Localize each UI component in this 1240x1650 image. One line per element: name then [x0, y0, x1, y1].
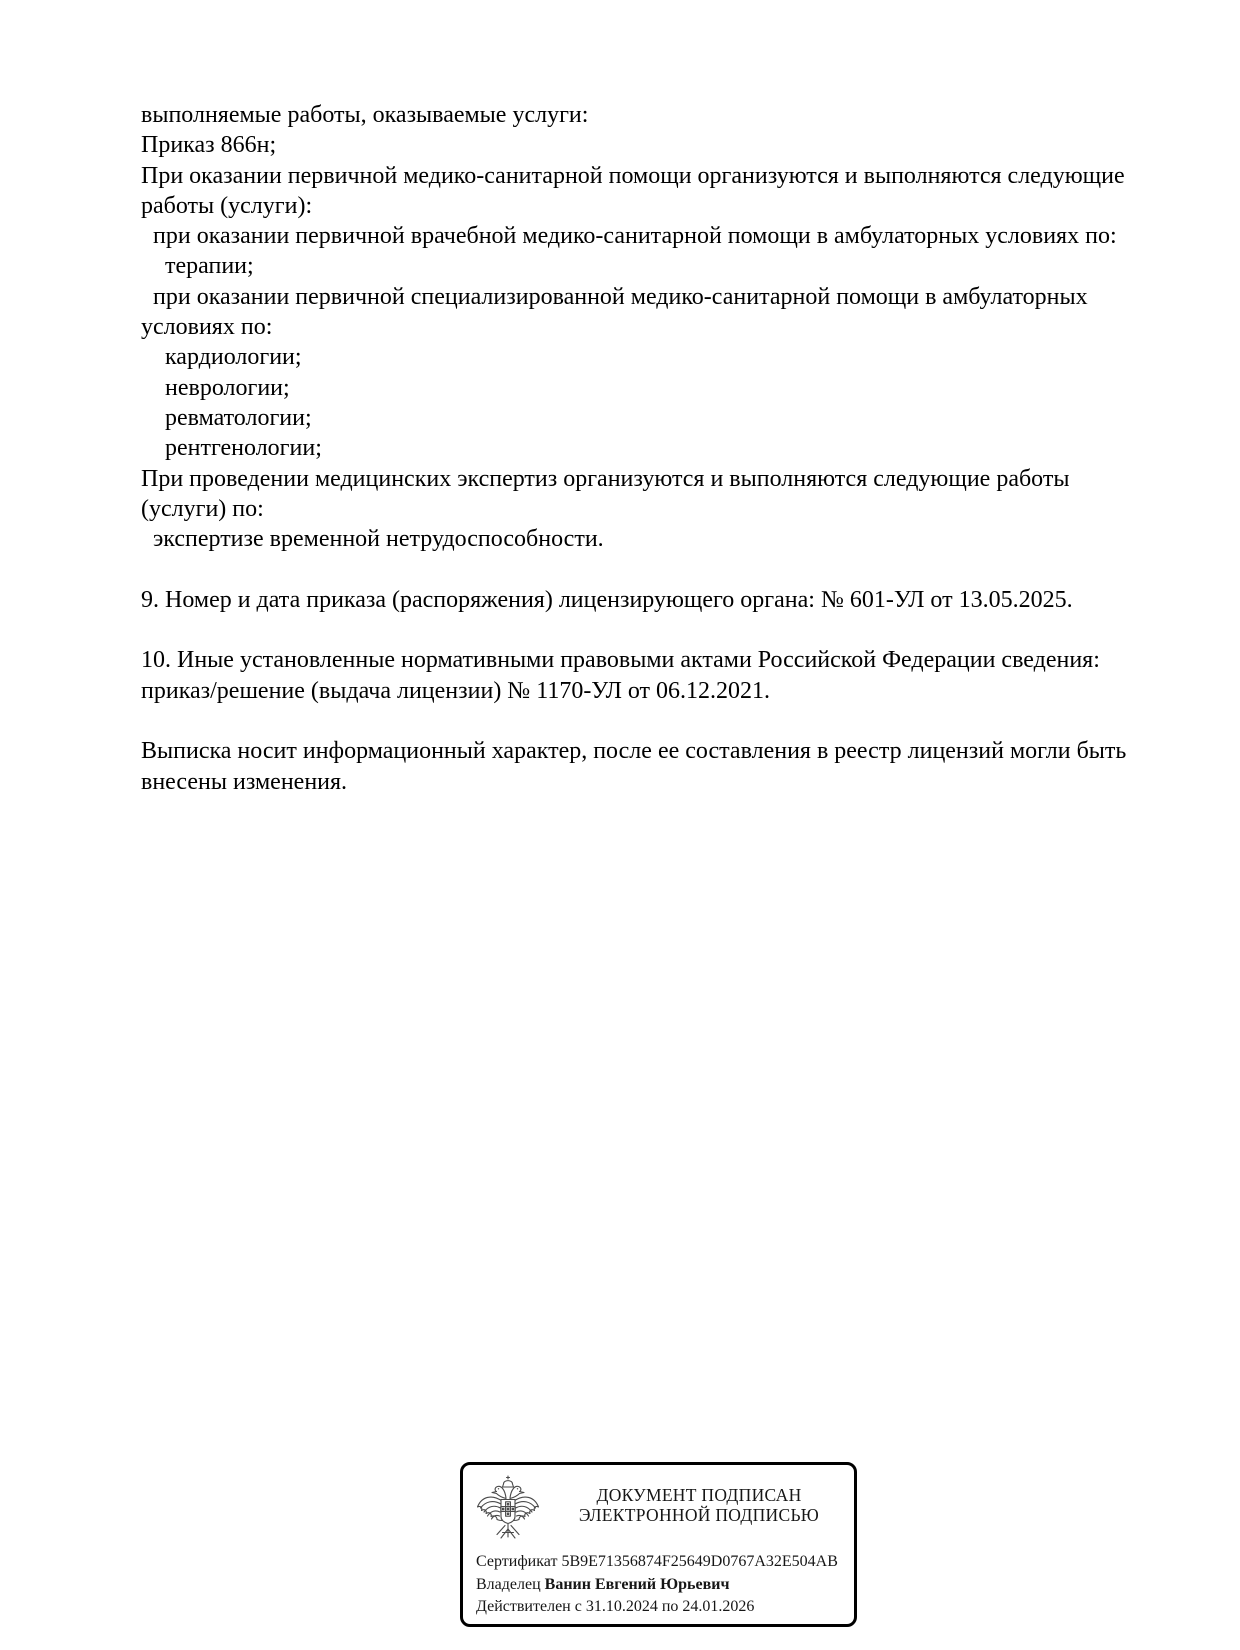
double-headed-eagle-emblem-icon — [476, 1474, 540, 1544]
document-text-line — [141, 554, 1126, 584]
document-text-line: 10. Иные установленные нормативными правовыми актами Российской Федерации сведения: — [141, 647, 1100, 674]
document-text-line — [141, 706, 1126, 736]
document-text-line: выполняемые работы, оказываемые услуги: — [141, 102, 589, 128]
document-text-line: (услуги) по: — [141, 495, 264, 522]
document-text-line: ревматологии; — [141, 404, 312, 431]
electronic-signature-stamp — [460, 1462, 857, 1627]
certificate-label: Сертификат — [476, 1553, 558, 1570]
document-text-line — [141, 615, 1126, 645]
document-text-line: неврологии; — [141, 374, 290, 401]
document-text-line: экспертизе временной нетрудоспособности. — [141, 526, 604, 553]
signature-title-line2: ЭЛЕКТРОННОЙ ПОДПИСЬЮ — [578, 1504, 820, 1525]
document-text-line: при оказании первичной специализированной медико-санитарной помощи в амбулаторных — [141, 283, 1088, 310]
signature-details — [463, 1545, 854, 1619]
validity-text: Действителен с 31.10.2024 по 24.01.2026 — [476, 1598, 755, 1615]
document-text-line: кардиологии; — [141, 344, 302, 371]
document-text-line: условиях по: — [141, 314, 273, 341]
owner-value: Ванин Евгений Юрьевич — [544, 1575, 730, 1593]
certificate-value: 5B9E71356874F25649D0767A32E504AB — [561, 1553, 838, 1570]
validity-row — [476, 1596, 844, 1619]
signature-title-line1: ДОКУМЕНТ ПОДПИСАН — [596, 1485, 802, 1505]
document-text-line: работы (услуги): — [141, 192, 313, 219]
owner-label: Владелец — [476, 1575, 541, 1593]
certificate-row — [476, 1551, 844, 1574]
document-text-line: терапии; — [141, 253, 254, 280]
document-text-line: Выписка носит информационный характер, после ее составления в реестр лицензий могли быть — [141, 738, 1127, 765]
document-text-line: При проведении медицинских экспертиз организуются и выполняются следующие работы — [141, 465, 1070, 492]
document-text-line: приказ/решение (выдача лицензии) № 1170-УЛ от 06.12.2021. — [141, 677, 771, 704]
document-text-line: 9. Номер и дата приказа (распоряжения) лицензирующего органа: № 601-УЛ от 13.05.2025. — [141, 586, 1073, 613]
license-text-block — [141, 100, 1126, 797]
signature-title — [540, 1474, 848, 1525]
document-text-line: при оказании первичной врачебной медико-санитарной помощи в амбулаторных условиях по: — [141, 223, 1117, 250]
document-text-line: внесены изменения. — [141, 768, 348, 795]
owner-row — [476, 1574, 844, 1597]
document-text-line: При оказании первичной медико-санитарной помощи организуются и выполняются следующие — [141, 162, 1125, 189]
document-text-line: Приказ 866н; — [141, 132, 277, 159]
signature-stamp-header — [463, 1465, 854, 1545]
document-text-line: рентгенологии; — [141, 435, 322, 462]
